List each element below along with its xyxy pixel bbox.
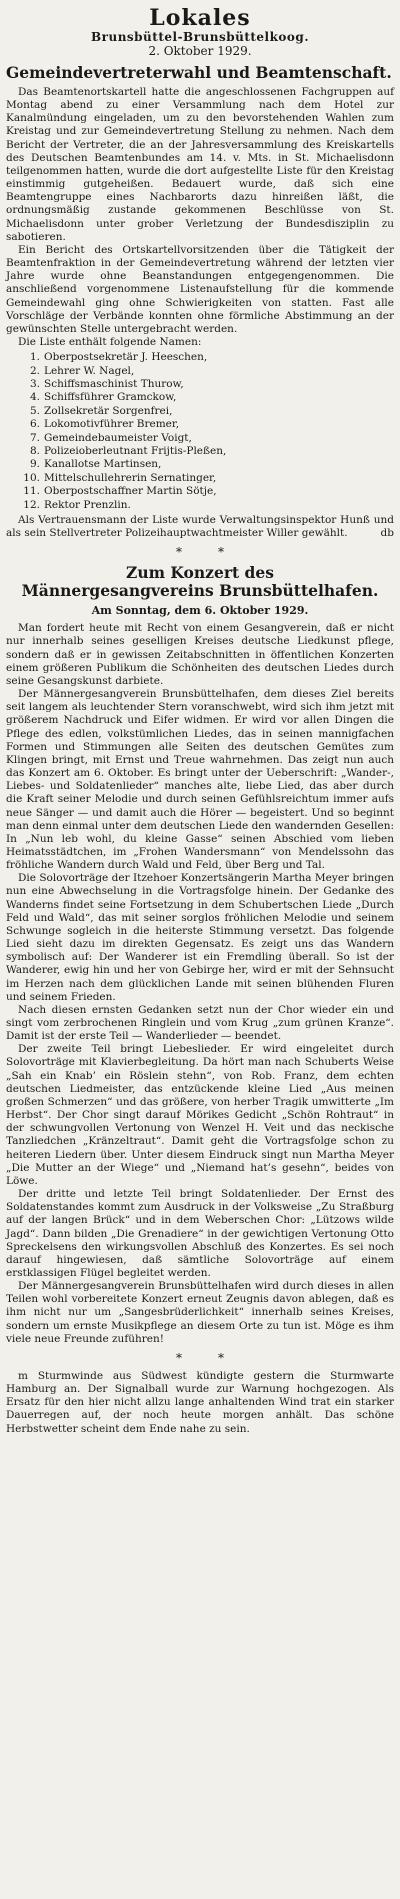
candidate-item: 6. Lokomotivführer Bremer, — [29, 418, 180, 431]
place-heading: Brunsbüttel-Brunsbüttelkoog. — [91, 30, 309, 44]
list-intro: Die Liste enthält folgende Namen: — [18, 335, 202, 348]
article-paragraph: Nach diesen ernsten Gedanken setzt nun der Chor wieder ein und singt vom zerbrochenen Ringlein und vom Krug „zum grünen Kranze“. Damit ist der erste Teil — Wanderlieder — beendet. — [6, 1003, 394, 1043]
candidate-item: 9. Kanallotse Martinsen, — [29, 458, 162, 471]
article-paragraph: Das Beamtenortskartell hatte die angeschlossenen Fachgruppen auf Montag abend zu einer Versammlung nach dem Hotel zur Kanalmündung eingeladen, um zu den bevorstehenden Wahlen zum Kreistag und zur Gemeindevertretung Stellung zu nehmen. Nach dem Bericht der Vertreter, die an der Jahresversammlung des Kreiskartells des Deutschen Beamtenbundes am 14. v. Mts. in St. Michaelisdonn teilgenommen hatten, wurde die dort aufgestellte Liste für den Kreistag einstimmig gutgeheißen. Bedauert wurde, daß sich eine Beamtengruppe eines Nachbarorts dazu hinreißen läßt, die ordnungsmäßig zustande gekommenen Beschlüsse von St. Michaelisdonn unter grober Verletzung der Bundesdisziplin zu sabotieren. — [6, 86, 394, 243]
article-paragraph: Als Vertrauensmann der Liste wurde Verwaltungsinspektor Hunß und als sein Stellvertreter Polizeihauptwachtmeister Willer gewählt. db — [6, 514, 394, 540]
article-title: Gemeindevertreterwahl und Beamtenschaft. — [6, 63, 392, 82]
candidate-item: 3. Schiffsmaschinist Thurow, — [29, 377, 184, 390]
article-paragraph: Der Männergesangverein Brunsbüttelhafen wird durch dieses in allen Teilen wohl vorbereitete Konzert erneut Zeugnis davon ablegen, daß es ihm nicht nur um „Sangesbrüderlichkeit“ innerhalb seines Kreises, sondern um ernste Musikpflege an diesem Orte zu tun ist. Möge es ihm viele neue Freunde zuführen! — [6, 1280, 394, 1345]
article-paragraph: Der Männergesangverein Brunsbüttelhafen, dem dieses Ziel bereits seit langem als leuchtender Stern voranschwebt, wird sich ihm jetzt mit größerem Nachdruck und Eifer widmen. Er wird vor allen Dingen die Pflege des edlen, volkstümlichen Liedes, das in seinen mannigfachen Formen und Stimmungen alle Seiten des deutschen Gemütes zum Klingen bringt, mit Ernst und Treue wahrnehmen. Das zeigt nun auch das Konzert am 6. Oktober. Es bringt unter der Ueberschrift: „Wander-, Liebes- und Soldatenlieder“ manches alte, liebe Lied, das aber durch die Kraft seiner Melodie und durch seinen Gefühlsreichtum immer aufs neue Sänger — und damit auch die Hörer — begeistert. Und so beginnt man denn einmal unter dem deutschen Liede den wandernden Gesellen: In „Nun leb wohl, du kleine Gasse“ seinen Abschied vom lieben Heimatsstädtchen, im „Frohen Wandersmann“ von Mendelssohn das fröhliche Wandern durch Wald und Feld, über Berg und Tal. — [6, 688, 394, 872]
article-paragraph: Man fordert heute mit Recht von einem Gesangverein, daß er nicht nur innerhalb seines geselligen Kreises deutsche Liedkunst pflege, sondern daß er in gewissen Zeitabschnitten in öffentlichen Konzerten einem größeren Publikum die Schönheiten des deutschen Liedes durch seine Gesangskunst darbiete. — [6, 622, 394, 687]
article-paragraph: Der zweite Teil bringt Liebeslieder. Er wird eingeleitet durch Solovorträge mit Klavierbegleitung. Da hört man nach Schuberts Weise „Sah ein Knab’ ein Röslein stehn“, von Rob. Franz, dem echten deutschen Liedmeister, das entzückende kleine Lied „Aus meinen großen Schmerzen“ und das größere, von herber Tragik umwitterte „Im Herbst“. Der Chor singt darauf Mörikes Gedicht „Schön Rohtraut“ in der schwungvollen Vertonung von Wenzel H. Veit und das neckische Tanzliedchen „Kränzeltraut“. Damit geht die Vortragsfolge schon zu heiteren Liedern über. Unter diesem Eindruck singt nun Martha Meyer „Die Mutter an der Wiege“ und „Niemand hat’s gesehn“, beides von Löwe. — [6, 1043, 394, 1187]
article-date: Am Sonntag, dem 6. Oktober 1929. — [91, 604, 309, 618]
candidate-item: 5. Zollsekretär Sorgenfrei, — [29, 404, 173, 417]
candidate-list — [6, 351, 394, 512]
candidate-item: 1. Oberpostsekretär J. Heeschen, — [29, 351, 208, 364]
candidate-item: 10. Mittelschullehrerin Sernatinger, — [23, 471, 217, 484]
candidate-item: 8. Polizeioberleutnant Frijtis-Pleßen, — [29, 444, 227, 457]
article-paragraph: Ein Bericht des Ortskartellvorsitzenden über die Tätigkeit der Beamtenfraktion in der Gemeindevertretung während der letzten vier Jahre wurde ohne Beanstandungen entgegengenommen. Die anschließend vorgenommene Listenaufstellung für die kommende Gemeindewahl ging ohne Schwierigkeiten von statten. Fast alle Vorschläge der Verbände konnten ohne förmliche Abstimmung an der gewünschten Stelle untergebracht werden. — [6, 243, 394, 335]
section-divider: ** — [176, 1350, 260, 1365]
article-gemeindevertreterwahl — [6, 64, 394, 540]
article-paragraph: m Sturmwinde aus Südwest kündigte gestern die Sturmwarte Hamburg an. Der Signalball wurde zur Warnung hochgezogen. Als Ersatz für den hier nicht allzu lange anhaltenden Wind trat ein starker Dauerregen auf, der noch heute morgen anhält. Das schöne Herbstwetter scheint dem Ende nahe zu sein. — [6, 1369, 394, 1435]
candidate-item: 7. Gemeindebaumeister Voigt, — [29, 431, 192, 444]
article-konzert — [6, 564, 394, 1346]
article-sturmwinde — [6, 1370, 394, 1436]
author-signature: db — [380, 527, 394, 540]
candidate-item: 11. Oberpostschaffner Martin Sötje, — [23, 485, 217, 498]
section-divider: ** — [176, 545, 260, 560]
candidate-item: 2. Lehrer W. Nagel, — [29, 364, 135, 377]
candidate-item: 12. Rektor Prenzlin. — [23, 498, 131, 511]
candidate-item: 4. Schiffsführer Gramckow, — [29, 391, 177, 404]
issue-date: 2. Oktober 1929. — [148, 44, 252, 58]
section-title: Lokales — [149, 5, 251, 31]
article-paragraph: Der dritte und letzte Teil bringt Soldatenlieder. Der Ernst des Soldatenstandes kommt zum Ausdruck in der Volksweise „Zu Straßburg auf der langen Brück“ und in dem Weberschen Chor: „Lützows wilde Jagd“. Dann bilden „Die Grenadiere“ in der gewichtigen Vertonung Otto Spreckelsens den wirkungsvollen Abschluß des Konzertes. Es sei noch darauf hingewiesen, daß sämtliche Solovorträge auf einem erstklassigen Flügel begleitet werden. — [6, 1188, 394, 1279]
article-paragraph: Die Solovorträge der Itzehoer Konzertsängerin Martha Meyer bringen nun eine Abwechselung in die Vortragsfolge hinein. Der Gedanke des Wanderns findet seine Fortsetzung in dem Schubertschen Liede „Durch Feld und Wald“, das mit seiner sorglos fröhlichen Melodie und seinem Schwunge sogleich in die heiterste Stimmung versetzt. Das folgende Lied sieht dazu im direkten Gegensatz. Es zeigt uns das Wandern symbolisch auf: Der Wanderer ist ein Fremdling überall. So ist der Wanderer, ewig hin und her von Gebirge her, wird er mit der Sehnsucht im Herzen nach dem glücklichen Lande mit seinen blühenden Fluren und seinem Frieden. — [6, 872, 394, 1003]
article-title: Zum Konzert des Männergesangvereins Brunsbüttelhafen. — [21, 563, 379, 601]
